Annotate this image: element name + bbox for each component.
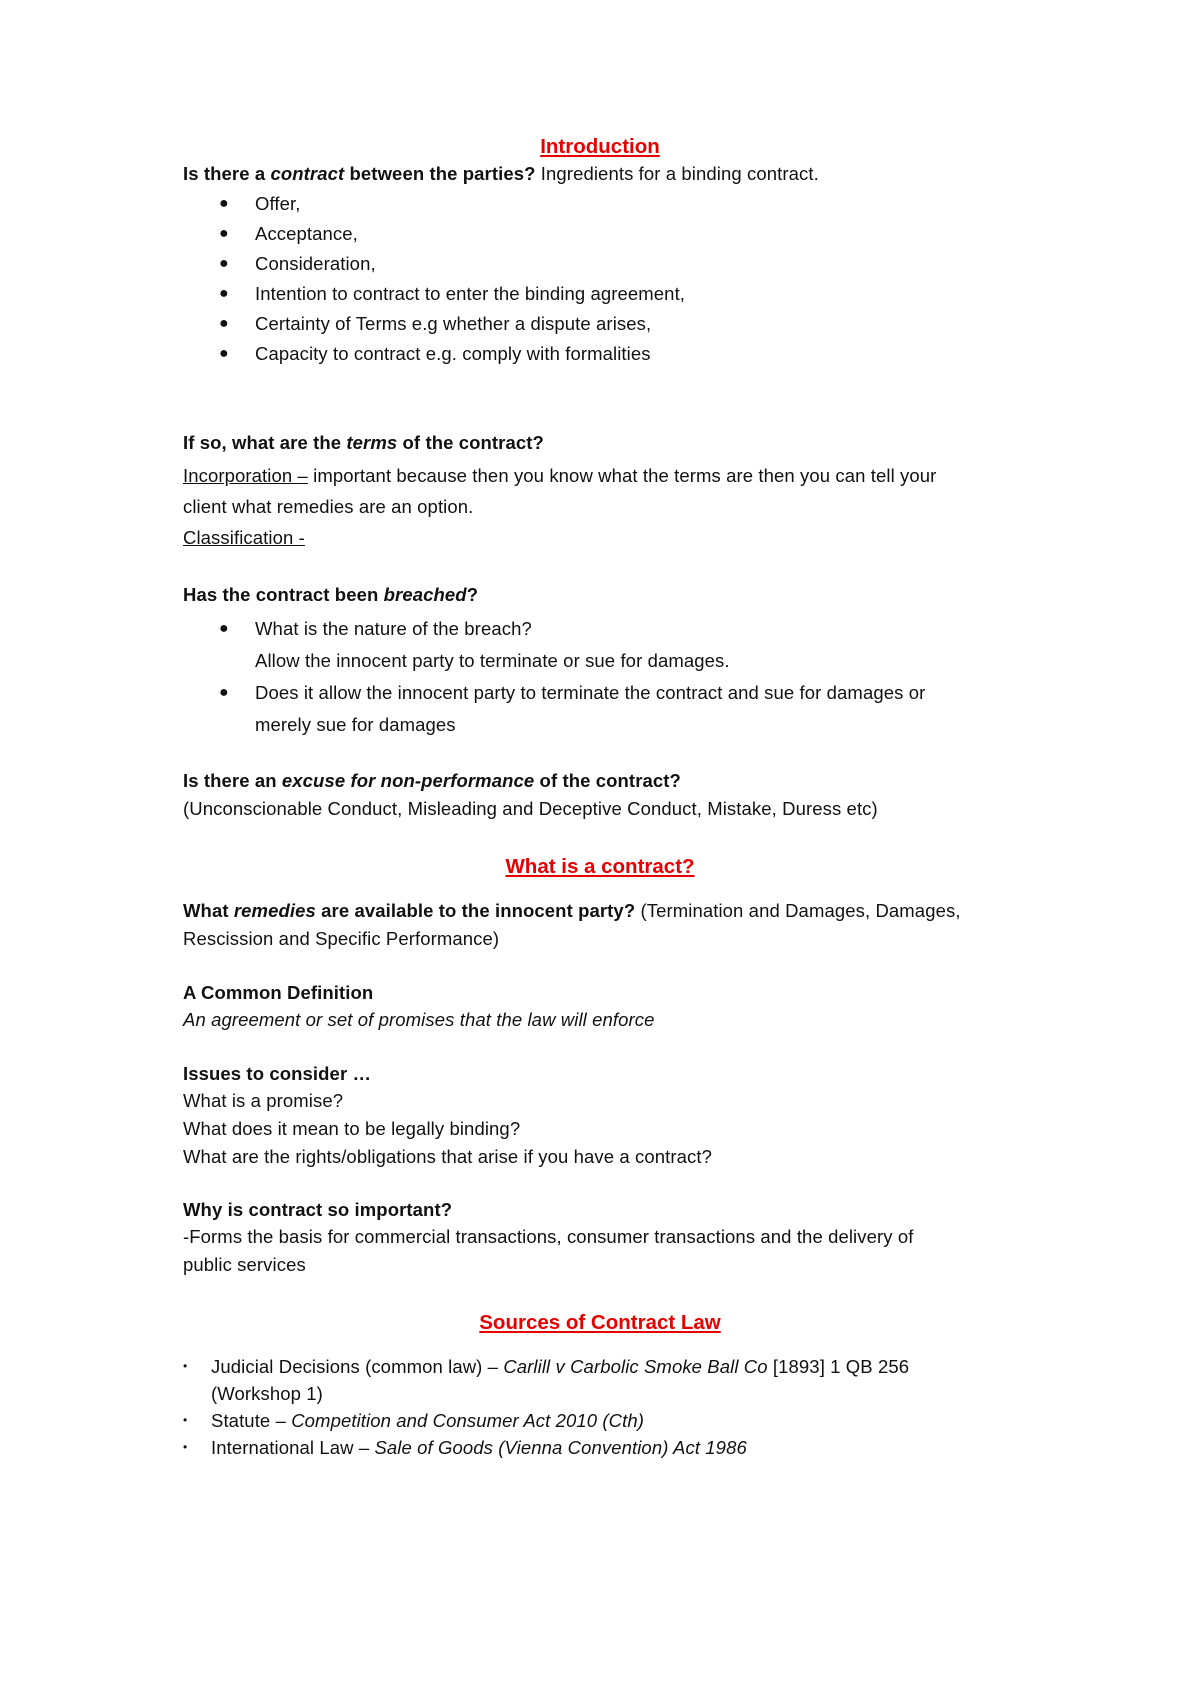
excuse-note: (Unconscionable Conduct, Misleading and Deceptive Conduct, Mistake, Duress etc) <box>183 798 878 819</box>
incorporation-label: Incorporation – <box>183 465 308 486</box>
why-text: -Forms the basis for commercial transactions, consumer transactions and the delivery of public services <box>183 1226 914 1275</box>
bullet-icon: ● <box>219 315 229 332</box>
list-item: ● Certainty of Terms e.g whether a dispute arises, <box>183 309 1063 339</box>
bullet-icon: • <box>183 1413 188 1427</box>
heading-introduction: Introduction <box>540 135 660 158</box>
remedies-paragraph: What remedies are available to the innocent party? (Termination and Damages, Damages, Rescission and Specific Performance) <box>183 900 961 949</box>
sources-list <box>183 1353 1063 1461</box>
list-item: ● What is the nature of the breach? Allow the innocent party to terminate or sue for damages. <box>183 613 1063 677</box>
bullet-icon: ● <box>219 620 229 637</box>
list-item: What does it mean to be legally binding? <box>183 1118 521 1139</box>
list-item: • Statute – Competition and Consumer Act 2010 (Cth) <box>183 1407 1063 1434</box>
list-item: ● Offer, <box>183 189 1063 219</box>
incorporation-paragraph: Incorporation – important because then you know what the terms are then you can tell your client what remedies are an option. Classification - <box>183 460 1063 553</box>
bullet-icon: ● <box>219 195 229 212</box>
bullet-icon: ● <box>219 684 229 701</box>
list-item: ● Intention to contract to enter the binding agreement, <box>183 279 1063 309</box>
heading-what-is-a-contract: What is a contract? <box>505 855 695 878</box>
intro-question-contract: Is there a contract between the parties? Ingredients for a binding contract. <box>183 163 819 184</box>
heading-sources-of-contract-law: Sources of Contract Law <box>479 1311 721 1334</box>
list-item: What are the rights/obligations that arise if you have a contract? <box>183 1146 712 1167</box>
bullet-icon: ● <box>219 345 229 362</box>
list-item: ● Consideration, <box>183 249 1063 279</box>
intro-question-terms: If so, what are the terms of the contract? <box>183 432 544 453</box>
issues-title: Issues to consider … <box>183 1063 372 1084</box>
list-item: • Judicial Decisions (common law) – Carlill v Carbolic Smoke Ball Co [1893] 1 QB 256 (Workshop 1) <box>183 1353 1063 1407</box>
list-item: • International Law – Sale of Goods (Vienna Convention) Act 1986 <box>183 1434 1063 1461</box>
intro-question-breach: Has the contract been breached? <box>183 584 479 605</box>
classification-label: Classification - <box>183 527 305 548</box>
list-item: What is a promise? <box>183 1090 344 1111</box>
why-title: Why is contract so important? <box>183 1199 453 1220</box>
intro-question-excuse: Is there an excuse for non-performance of the contract? <box>183 770 681 791</box>
bullet-icon: ● <box>219 255 229 272</box>
list-item: ● Does it allow the innocent party to terminate the contract and sue for damages or merely sue for damages <box>183 677 1063 741</box>
ingredients-list <box>183 189 1063 369</box>
definition-text: An agreement or set of promises that the law will enforce <box>183 1009 655 1030</box>
bullet-icon: • <box>183 1359 188 1373</box>
list-item: ● Capacity to contract e.g. comply with formalities <box>183 339 1063 369</box>
breach-list <box>183 613 1063 741</box>
definition-title: A Common Definition <box>183 982 374 1003</box>
bullet-icon: • <box>183 1440 188 1454</box>
list-item: ● Acceptance, <box>183 219 1063 249</box>
bullet-icon: ● <box>219 225 229 242</box>
issues-list <box>183 1087 1063 1171</box>
bullet-icon: ● <box>219 285 229 302</box>
